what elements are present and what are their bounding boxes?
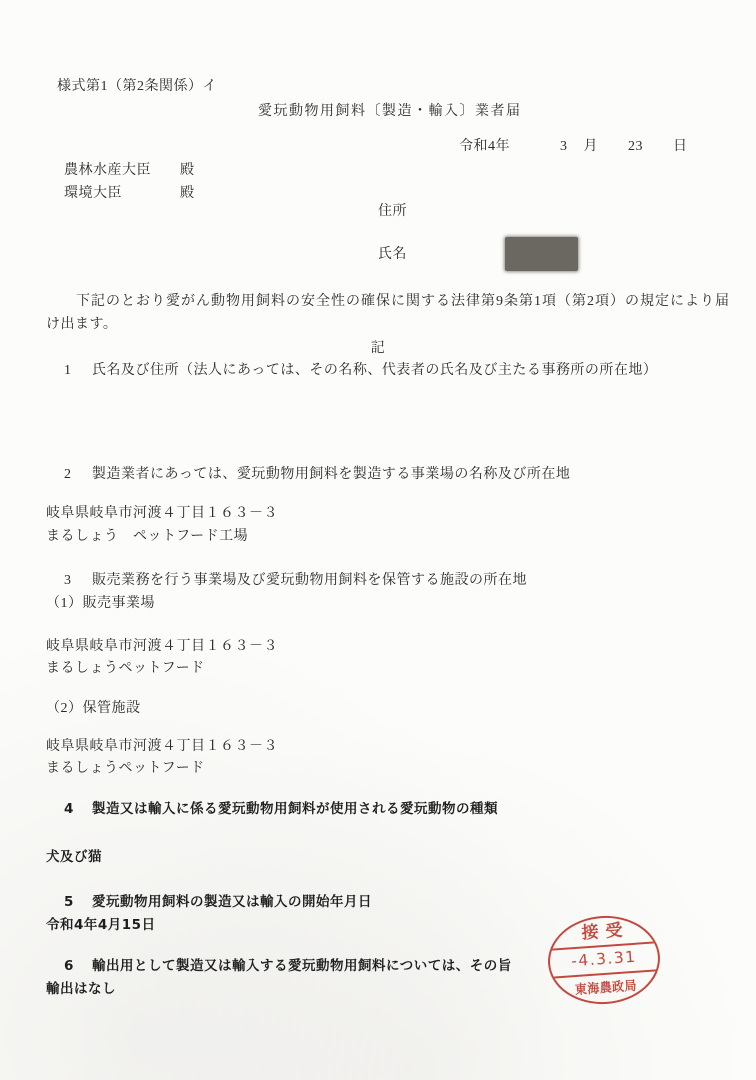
section-3-sub-1-business-name: まるしょうペットフード bbox=[46, 661, 205, 676]
section-6-answer: 輸出はなし bbox=[46, 981, 116, 997]
section-2-business-name: まるしょう ペットフード工場 bbox=[46, 529, 249, 544]
section-3-sub-1-address: 岐阜県岐阜市河渡４丁目１６３－３ bbox=[46, 639, 278, 654]
section-heading-text: 製造業者にあっては、愛玩動物用飼料を製造する事業場の名称及び所在地 bbox=[92, 467, 571, 482]
section-number: 1 bbox=[64, 363, 72, 378]
section-4-heading bbox=[64, 800, 498, 818]
stamp-office-name: 東海農政局 bbox=[574, 977, 638, 998]
stamp-reception-label: 接受 bbox=[580, 920, 631, 943]
section-3-sub-2-address: 岐阜県岐阜市河渡４丁目１６３－３ bbox=[46, 739, 278, 754]
date-line bbox=[459, 138, 688, 156]
section-number: 6 bbox=[64, 958, 74, 974]
date-month: 3 bbox=[560, 139, 568, 154]
addressee-honorific: 殿 bbox=[180, 163, 195, 178]
section-heading-text: 愛玩動物用飼料の製造又は輸入の開始年月日 bbox=[92, 894, 372, 910]
addressee-name: 環境大臣 bbox=[64, 186, 122, 201]
form-code: 様式第1（第2条関係）イ bbox=[57, 79, 217, 94]
section-number: 3 bbox=[64, 573, 72, 588]
preamble-line-1: 下記のとおり愛がん動物用飼料の安全性の確保に関する法律第9条第1項（第2項）の規定により届 bbox=[76, 294, 730, 309]
address-label: 住所 bbox=[378, 204, 407, 219]
section-number: 2 bbox=[64, 467, 72, 482]
date-era-year: 令和4年 bbox=[459, 139, 510, 154]
section-1-heading bbox=[64, 362, 657, 380]
section-3-sub-2-label: （2）保管施設 bbox=[46, 701, 141, 716]
section-heading-text: 氏名及び住所（法人にあっては、その名称、代表者の氏名及び主たる事務所の所在地） bbox=[92, 363, 658, 378]
document-title: 愛玩動物用飼料〔製造・輸入〕業者届 bbox=[258, 104, 522, 119]
reception-stamp bbox=[545, 912, 663, 1008]
record-marker: 記 bbox=[370, 341, 386, 356]
date-day: 23 bbox=[628, 139, 643, 154]
addressee-name: 農林水産大臣 bbox=[64, 163, 151, 178]
section-5-answer: 令和4年4月15日 bbox=[46, 917, 156, 933]
section-3-sub-2-business-name: まるしょうペットフード bbox=[46, 761, 205, 776]
date-month-unit: 月 bbox=[583, 139, 598, 154]
date-day-unit: 日 bbox=[673, 139, 688, 154]
addressee-moe bbox=[64, 185, 195, 203]
redacted-name-box bbox=[505, 237, 578, 271]
addressee-honorific: 殿 bbox=[180, 186, 195, 201]
section-number: 5 bbox=[64, 894, 74, 910]
name-label: 氏名 bbox=[378, 247, 407, 262]
section-5-heading bbox=[64, 893, 372, 911]
section-heading-text: 販売業務を行う事業場及び愛玩動物用飼料を保管する施設の所在地 bbox=[92, 573, 527, 588]
preamble-line-2: け出ます。 bbox=[46, 317, 118, 332]
section-heading-text: 製造又は輸入に係る愛玩動物用飼料が使用される愛玩動物の種類 bbox=[92, 801, 498, 817]
section-6-heading bbox=[64, 957, 512, 975]
stamp-date: -4.3.31 bbox=[549, 941, 659, 978]
section-2-heading bbox=[64, 466, 570, 484]
section-number: 4 bbox=[64, 801, 74, 817]
addressee-maff bbox=[64, 162, 195, 180]
section-3-heading bbox=[64, 572, 527, 590]
section-4-answer: 犬及び猫 bbox=[46, 849, 102, 865]
section-2-address: 岐阜県岐阜市河渡４丁目１６３－３ bbox=[46, 506, 278, 521]
section-3-sub-1-label: （1）販売事業場 bbox=[46, 596, 155, 611]
section-heading-text: 輸出用として製造又は輸入する愛玩動物用飼料については、その旨 bbox=[92, 958, 512, 974]
